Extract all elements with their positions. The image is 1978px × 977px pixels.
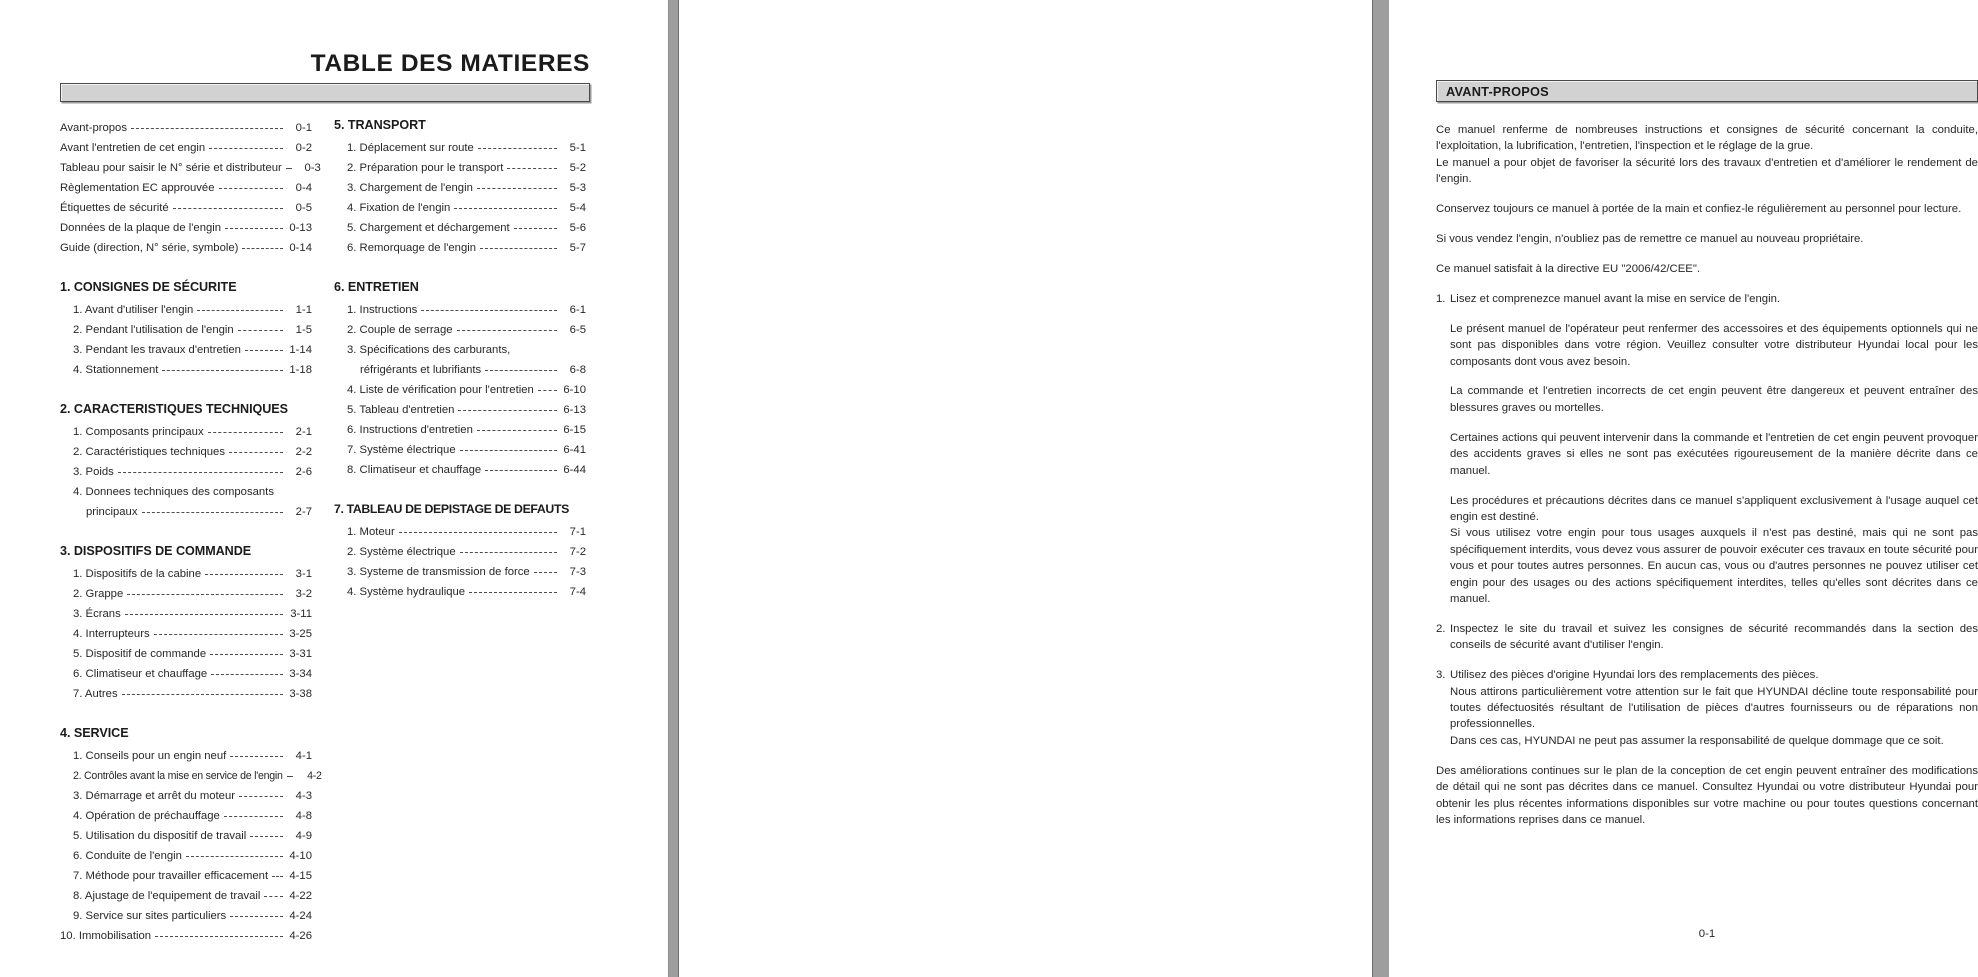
toc-entry[interactable] [60,584,312,604]
toc-entry[interactable] [334,238,586,258]
toc-entry-page: 1-1 [295,304,312,316]
toc-entry-label: 7. Système électrique [347,444,456,456]
toc-entry[interactable] [60,442,312,462]
toc-entry-label: Tableau pour saisir le N° série et distributeur [60,162,282,174]
toc-leader-dots [242,247,283,249]
toc-entry-label: 4. Interrupteurs [73,628,150,640]
toc-entry-label: 4. Donnees techniques des composants [73,486,274,498]
toc-leader-dots [514,227,557,229]
page-number: 0-1 [1698,928,1716,940]
toc-entry-label: 1. Composants principaux [73,426,204,438]
toc-entry-page: 0-5 [295,202,312,214]
toc-entry-label: 1. Moteur [347,526,395,538]
toc-entry-page: 7-1 [569,526,586,538]
toc-leader-dots [205,573,283,575]
toc-leader-dots [238,329,283,331]
toc-leader-dots [239,795,283,797]
toc-entry-label: 4. Système hydraulique [347,586,466,598]
toc-entry[interactable] [60,118,312,138]
toc-entry-page: 4-26 [289,930,312,942]
toc-entry-page: 6-8 [569,364,586,376]
toc-entry-page: 0-13 [289,222,312,234]
toc-entry-label: Guide (direction, N° série, symbole) [60,242,239,254]
toc-leader-dots [534,571,557,573]
toc-entry-page: 4-10 [289,850,312,862]
toc-entry-page: 5-7 [569,242,586,254]
toc-entry-label: Avant l'entretien de cet engin [60,142,206,154]
toc-entry[interactable] [60,138,312,158]
toc-entry[interactable] [60,906,312,926]
paragraph: Le manuel a pour objet de favoriser la sécurité lors des travaux d'entretien et d'améliorer le rendement de l'engin. [1436,156,1978,186]
toc-entry-label: 5. Dispositif de commande [73,648,207,660]
toc-entry-page: 4-15 [289,870,312,882]
toc-entry-label: 2. Caractéristiques techniques [73,446,225,458]
toc-entry-label: 4. Stationnement [73,364,159,376]
section-banner [1436,80,1978,102]
toc-entry[interactable] [60,158,321,178]
toc-leader-dots [225,227,283,229]
toc-entry-label: 1. Déplacement sur route [347,142,474,154]
toc-entry-label: 4. Fixation de l'engin [347,202,451,214]
toc-leader-dots [538,389,557,391]
toc-entry-label: 2. Contrôles avant la mise en service de l'engin [73,770,283,782]
toc-entry[interactable] [60,360,312,380]
list-number: 2. [1436,622,1446,635]
toc-group-heading: 4. SERVICE [60,726,129,740]
toc-entry[interactable] [60,806,312,826]
toc-entry-label: 3. Écrans [73,608,121,620]
toc-leader-dots [485,469,557,471]
toc-leader-dots [118,471,283,473]
toc-entry[interactable] [60,462,312,482]
toc-leader-dots [209,147,283,149]
toc-entry[interactable] [334,320,586,340]
toc-entry-label: 4. Liste de vérification pour l'entretien [347,384,534,396]
numbered-paragraph [1436,667,1978,683]
toc-entry[interactable] [60,198,312,218]
toc-leader-dots [477,429,557,431]
paragraph: Si vous vendez l'engin, n'oubliez pas de remettre ce manuel au nouveau propriétaire. [1436,233,1864,246]
toc-entry-page: 7-3 [569,566,586,578]
list-number: 3. [1436,669,1446,682]
toc-leader-dots [154,633,283,635]
toc-entry-label: 3. Poids [73,466,114,478]
toc-entry-label: 1. Dispositifs de la cabine [73,568,202,580]
toc-column [334,118,586,946]
toc-entry-label: 2. Pendant l'utilisation de l'engin [73,324,234,336]
toc-entry-label: 10. Immobilisation [60,930,152,942]
toc-entry-page: 0-14 [289,242,312,254]
toc-entry-page: 4-22 [289,890,312,902]
numbered-paragraph [1436,621,1978,654]
toc-entry-label: 6. Remorquage de l'engin [347,242,477,254]
toc-entry[interactable] [334,218,586,238]
toc-group [334,280,586,480]
toc-leader-dots [460,449,557,451]
toc-entry[interactable] [60,502,312,522]
right-page [679,0,1978,977]
toc-entry-label: 5. Chargement et déchargement [347,222,510,234]
toc-entry[interactable] [334,582,586,602]
toc-column [60,118,322,946]
paragraph: Conservez toujours ce manuel à portée de la main et confiez-le régulièrement au personnel pour lecture. [1436,203,1962,216]
toc-entry[interactable] [60,604,312,624]
toc-entry-label: Avant-propos [60,122,127,134]
sub-paragraph: Les procédures et précautions décrites dans ce manuel s'appliquent exclusivement à l'usage auquel cet engin est destiné. [1450,494,1978,523]
toc-entry-page: 6-1 [569,304,586,316]
toc-entry-label: 8. Ajustage de l'equipement de travail [73,890,261,902]
toc-entry[interactable] [60,218,312,238]
toc-entry[interactable] [334,198,586,218]
toc-leader-dots [514,350,557,351]
toc-leader-dots [245,349,283,351]
toc-entry-page: 5-2 [569,162,586,174]
section-banner-label: AVANT-PROPOS [1446,83,1549,99]
toc-leader-dots [230,915,283,917]
toc-leader-dots [122,693,283,695]
paragraph-text: Utilisez des pièces d'origine Hyundai lors des remplacements des pièces. [1450,669,1819,682]
paragraph: Des améliorations continues sur le plan de la conception de cet engin peuvent entraîner des modifications de détail qui ne sont pas décrites dans ce manuel. Consultez Hyundai ou votre distributeur Hyundai pour obtenir les plus récentes informations disponibles sur votre machine ou pour toutes questions concernant les informations reprises dans ce manuel. [1436,764,1978,826]
toc-leader-dots [229,451,283,453]
toc-entry-page: 4-8 [295,810,312,822]
toc-entry-page: 6-44 [563,464,586,476]
toc-entry-label: 9. Service sur sites particuliers [73,910,227,922]
sub-paragraph: Certaines actions qui peuvent intervenir dans la commande et l'entretien de cet engin peuvent provoquer des accidents graves si elles ne sont pas exécutées rigoureusement de la manière décrite dans ce manuel. [1450,431,1978,477]
toc-entry[interactable] [60,866,312,886]
toc-entry[interactable] [334,562,586,582]
toc-leader-dots [131,127,283,129]
toc-entry[interactable] [334,340,586,360]
toc-entry[interactable] [60,178,312,198]
toc-leader-dots [399,531,557,533]
numbered-paragraph [1436,291,1978,307]
toc-entry-label: 3. Spécifications des carburants, [347,344,511,356]
toc-leader-dots [272,875,283,877]
toc-leader-dots [219,187,284,189]
toc-leader-dots [210,653,283,655]
toc-entry-label: 8. Climatiseur et chauffage [347,464,482,476]
toc-entry-page: 1-5 [295,324,312,336]
toc-entry[interactable] [334,522,586,542]
toc-leader-dots [230,755,283,757]
sub-paragraph: La commande et l'entretien incorrects de cet engin peuvent être dangereux et peuvent entraîner des blessures graves ou mortelles. [1450,385,1978,414]
toc-leader-dots [457,329,557,331]
toc-entry-page: 6-10 [563,384,586,396]
paragraph: Ce manuel renferme de nombreuses instructions et consignes de sécurité concernant la conduite, l'exploitation, la lubrification, l'entretien, l'inspection et le réglage de la grue. [1436,124,1978,153]
toc-group-heading: 3. DISPOSITIFS DE COMMANDE [60,544,252,558]
toc-entry-page: 4-1 [295,750,312,762]
toc-entry-label: réfrigérants et lubrifiants [360,364,482,376]
toc-entry[interactable] [334,360,586,380]
page-title: TABLE DES MATIERES [310,50,590,77]
toc-group [60,544,312,704]
toc-entry-page: 7-2 [569,546,586,558]
toc-entry-label: 3. Démarrage et arrêt du moteur [73,790,235,802]
toc-entry-page: 3-11 [290,608,312,620]
toc-group-heading: 6. ENTRETIEN [334,280,419,294]
toc-entry[interactable] [60,826,312,846]
toc-leader-dots [173,207,283,209]
toc-entry-page: 2-1 [295,426,312,438]
toc-entry-page: 3-1 [295,568,312,580]
toc-entry-page: 5-3 [569,182,586,194]
toc-leader-dots [287,775,293,777]
toc-leader-dots [155,935,283,937]
toc-entry-page: 5-6 [569,222,586,234]
toc-entry-page: 3-2 [295,588,312,600]
toc-entry[interactable] [60,422,312,442]
toc-entry[interactable] [60,644,312,664]
toc-leader-dots [162,369,283,371]
toc-entry-page: 4-9 [295,830,312,842]
toc-entry[interactable] [334,400,586,420]
toc-entry[interactable] [60,766,322,786]
toc-entry-page: 2-6 [295,466,312,478]
paragraph-text: Inspectez le site du travail et suivez les consignes de sécurité recommandés dans la section des conseils de sécurité avant d'utiliser l'engin. [1450,622,1978,652]
sub-paragraph: Dans ces cas, HYUNDAI ne peut pas assumer la responsabilité de quelque dommage que ce soit. [1450,734,1944,747]
toc-entry-page: 0-1 [295,122,312,134]
toc-entry-page: 5-1 [569,142,586,154]
paragraph: Ce manuel satisfait à la directive EU "2006/42/CEE". [1436,262,1701,275]
toc-entry-page: 6-5 [569,324,586,336]
toc-leader-dots [208,431,283,433]
toc-leader-dots [507,167,557,169]
toc-leader-dots [286,167,292,169]
toc-columns [60,118,596,946]
toc-entry-label: 2. Système électrique [347,546,456,558]
toc-entry-label: Règlementation EC approuvée [60,182,215,194]
toc-entry-page: 6-41 [563,444,586,456]
toc-entry-page: 0-3 [304,162,321,174]
toc-leader-dots [264,895,283,897]
toc-entry-page: 6-13 [563,404,586,416]
toc-entry[interactable] [60,886,312,906]
toc-entry[interactable] [60,340,312,360]
toc-entry-label: 5. Utilisation du dispositif de travail [73,830,247,842]
sub-paragraph: Si vous utilisez votre engin pour tous usages auxquels il n'est pas destiné, mais qui ne sont pas spécifiquement interdits, vous devez vous assurer de pouvoir exécuter ces travaux en toute sécurité pour vous et pour toutes autres personnes. En aucun cas, vous ou d'autres personnes ne pouvez utiliser cet engin pour des usages ou des actions spécifiquement interdites, telles qu'elles sont décrites dans ce manuel. [1450,527,1978,605]
toc-entry[interactable] [60,238,312,258]
toc-entry-page: 1-18 [289,364,312,376]
toc-entry[interactable] [60,684,312,704]
toc-entry[interactable] [60,846,312,866]
title-rule-bar [60,83,590,102]
toc-entry-page: 2-7 [295,506,312,518]
toc-entry-label: 7. Méthode pour travailler efficacement [73,870,269,882]
toc-entry-page: 4-3 [295,790,312,802]
toc-leader-dots [250,835,283,837]
toc-entry-label: 6. Conduite de l'engin [73,850,182,862]
toc-entry-label: 2. Grappe [73,588,124,600]
toc-leader-dots [421,309,557,311]
toc-leader-dots [480,247,557,249]
toc-group [60,726,322,946]
toc-entry-label: Données de la plaque de l'engin [60,222,222,234]
toc-entry[interactable] [334,380,586,400]
toc-leader-dots [485,369,557,371]
toc-entry-label: principaux [86,506,138,518]
toc-group [334,502,586,602]
spread-right-edge [1372,0,1389,977]
toc-entry[interactable] [334,158,586,178]
toc-entry[interactable] [334,300,586,320]
toc-leader-dots [211,673,283,675]
toc-entry-page: 3-34 [289,668,312,680]
toc-entry[interactable] [60,926,312,946]
toc-entry[interactable] [60,320,312,340]
toc-leader-dots [127,593,283,595]
toc-entry-label: 1. Avant d'utiliser l'engin [73,304,194,316]
toc-entry-page: 3-38 [289,688,312,700]
toc-entry-page: 7-4 [569,586,586,598]
toc-entry[interactable] [60,564,312,584]
toc-group-heading: 5. TRANSPORT [334,118,426,132]
toc-entry[interactable] [334,542,586,562]
toc-entry-label: 1. Instructions [347,304,418,316]
paragraph-text: Lisez et comprenezce manuel avant la mise en service de l'engin. [1450,292,1781,305]
toc-entry[interactable] [334,138,586,158]
toc-leader-dots [186,855,283,857]
toc-leader-dots [458,409,557,411]
toc-leader-dots [469,591,557,593]
toc-entry-page: 0-2 [295,142,312,154]
toc-entry-label: 2. Préparation pour le transport [347,162,504,174]
toc-entry-page: 3-25 [289,628,312,640]
toc-entry-page: 5-4 [569,202,586,214]
toc-entry[interactable] [334,178,586,198]
toc-entry[interactable] [60,482,312,502]
sub-paragraph: Le présent manuel de l'opérateur peut renfermer des accessoires et des équipements optionnels qui ne sont pas disponibles dans votre région. Veuillez consulter votre distributeur Hyundai local pour les composants dont vous avez besoin. [1450,322,1978,368]
toc-entry-page: 3-31 [289,648,312,660]
toc-group-heading: 7. TABLEAU DE DEPISTAGE DE DEFAUTS [334,502,569,516]
toc-leader-dots [224,815,283,817]
toc-group-heading: 1. CONSIGNES DE SÉCURITE [60,280,237,294]
toc-group [60,280,312,380]
toc-leader-dots [477,187,557,189]
toc-entry-page: 0-4 [295,182,312,194]
toc-entry-label: 7. Autres [73,688,118,700]
toc-entry[interactable] [60,786,312,806]
toc-entry-page: 6-15 [563,424,586,436]
toc-entry[interactable] [334,440,586,460]
toc-leader-dots [454,207,557,209]
toc-entry-label: 1. Conseils pour un engin neuf [73,750,227,762]
toc-entry-page: 4-2 [307,770,322,782]
toc-entry-label: 3. Chargement de l'engin [347,182,473,194]
toc-entry[interactable] [60,624,312,644]
toc-entry-label: 2. Couple de serrage [347,324,453,336]
toc-group [60,402,312,522]
toc-entry[interactable] [334,460,586,480]
toc-group [60,118,321,258]
toc-leader-dots [125,613,283,615]
toc-entry-page: 2-2 [295,446,312,458]
toc-leader-dots [142,511,284,513]
toc-leader-dots [278,492,284,493]
toc-leader-dots [197,309,283,311]
toc-group [334,118,586,258]
toc-entry[interactable] [334,420,586,440]
toc-entry[interactable] [60,664,312,684]
toc-entry[interactable] [60,300,312,320]
toc-entry[interactable] [60,746,312,766]
toc-entry-label: 5. Tableau d'entretien [347,404,455,416]
toc-leader-dots [460,551,557,553]
toc-entry-label: Étiquettes de sécurité [60,202,169,214]
toc-leader-dots [478,147,557,149]
toc-entry-page: 1-14 [289,344,312,356]
toc-entry-page: 4-24 [289,910,312,922]
page-gutter [668,0,679,977]
toc-group-heading: 2. CARACTERISTIQUES TECHNIQUES [60,402,289,416]
toc-entry-label: 6. Instructions d'entretien [347,424,473,436]
toc-entry-label: 3. Systeme de transmission de force [347,566,530,578]
toc-entry-label: 3. Pendant les travaux d'entretien [73,344,241,356]
sub-paragraph: Nous attirons particulièrement votre attention sur le fait que HYUNDAI décline toute responsabilité pour toutes défectuosités résultant de l'utilisation de pièces d'autres fournisseurs ou de réparations non professionnelles. [1450,685,1978,731]
body-text [1436,122,1978,828]
left-page [0,0,670,977]
list-number: 1. [1436,292,1446,305]
toc-entry-label: 4. Opération de préchauffage [73,810,220,822]
toc-entry-label: 6. Climatiseur et chauffage [73,668,208,680]
